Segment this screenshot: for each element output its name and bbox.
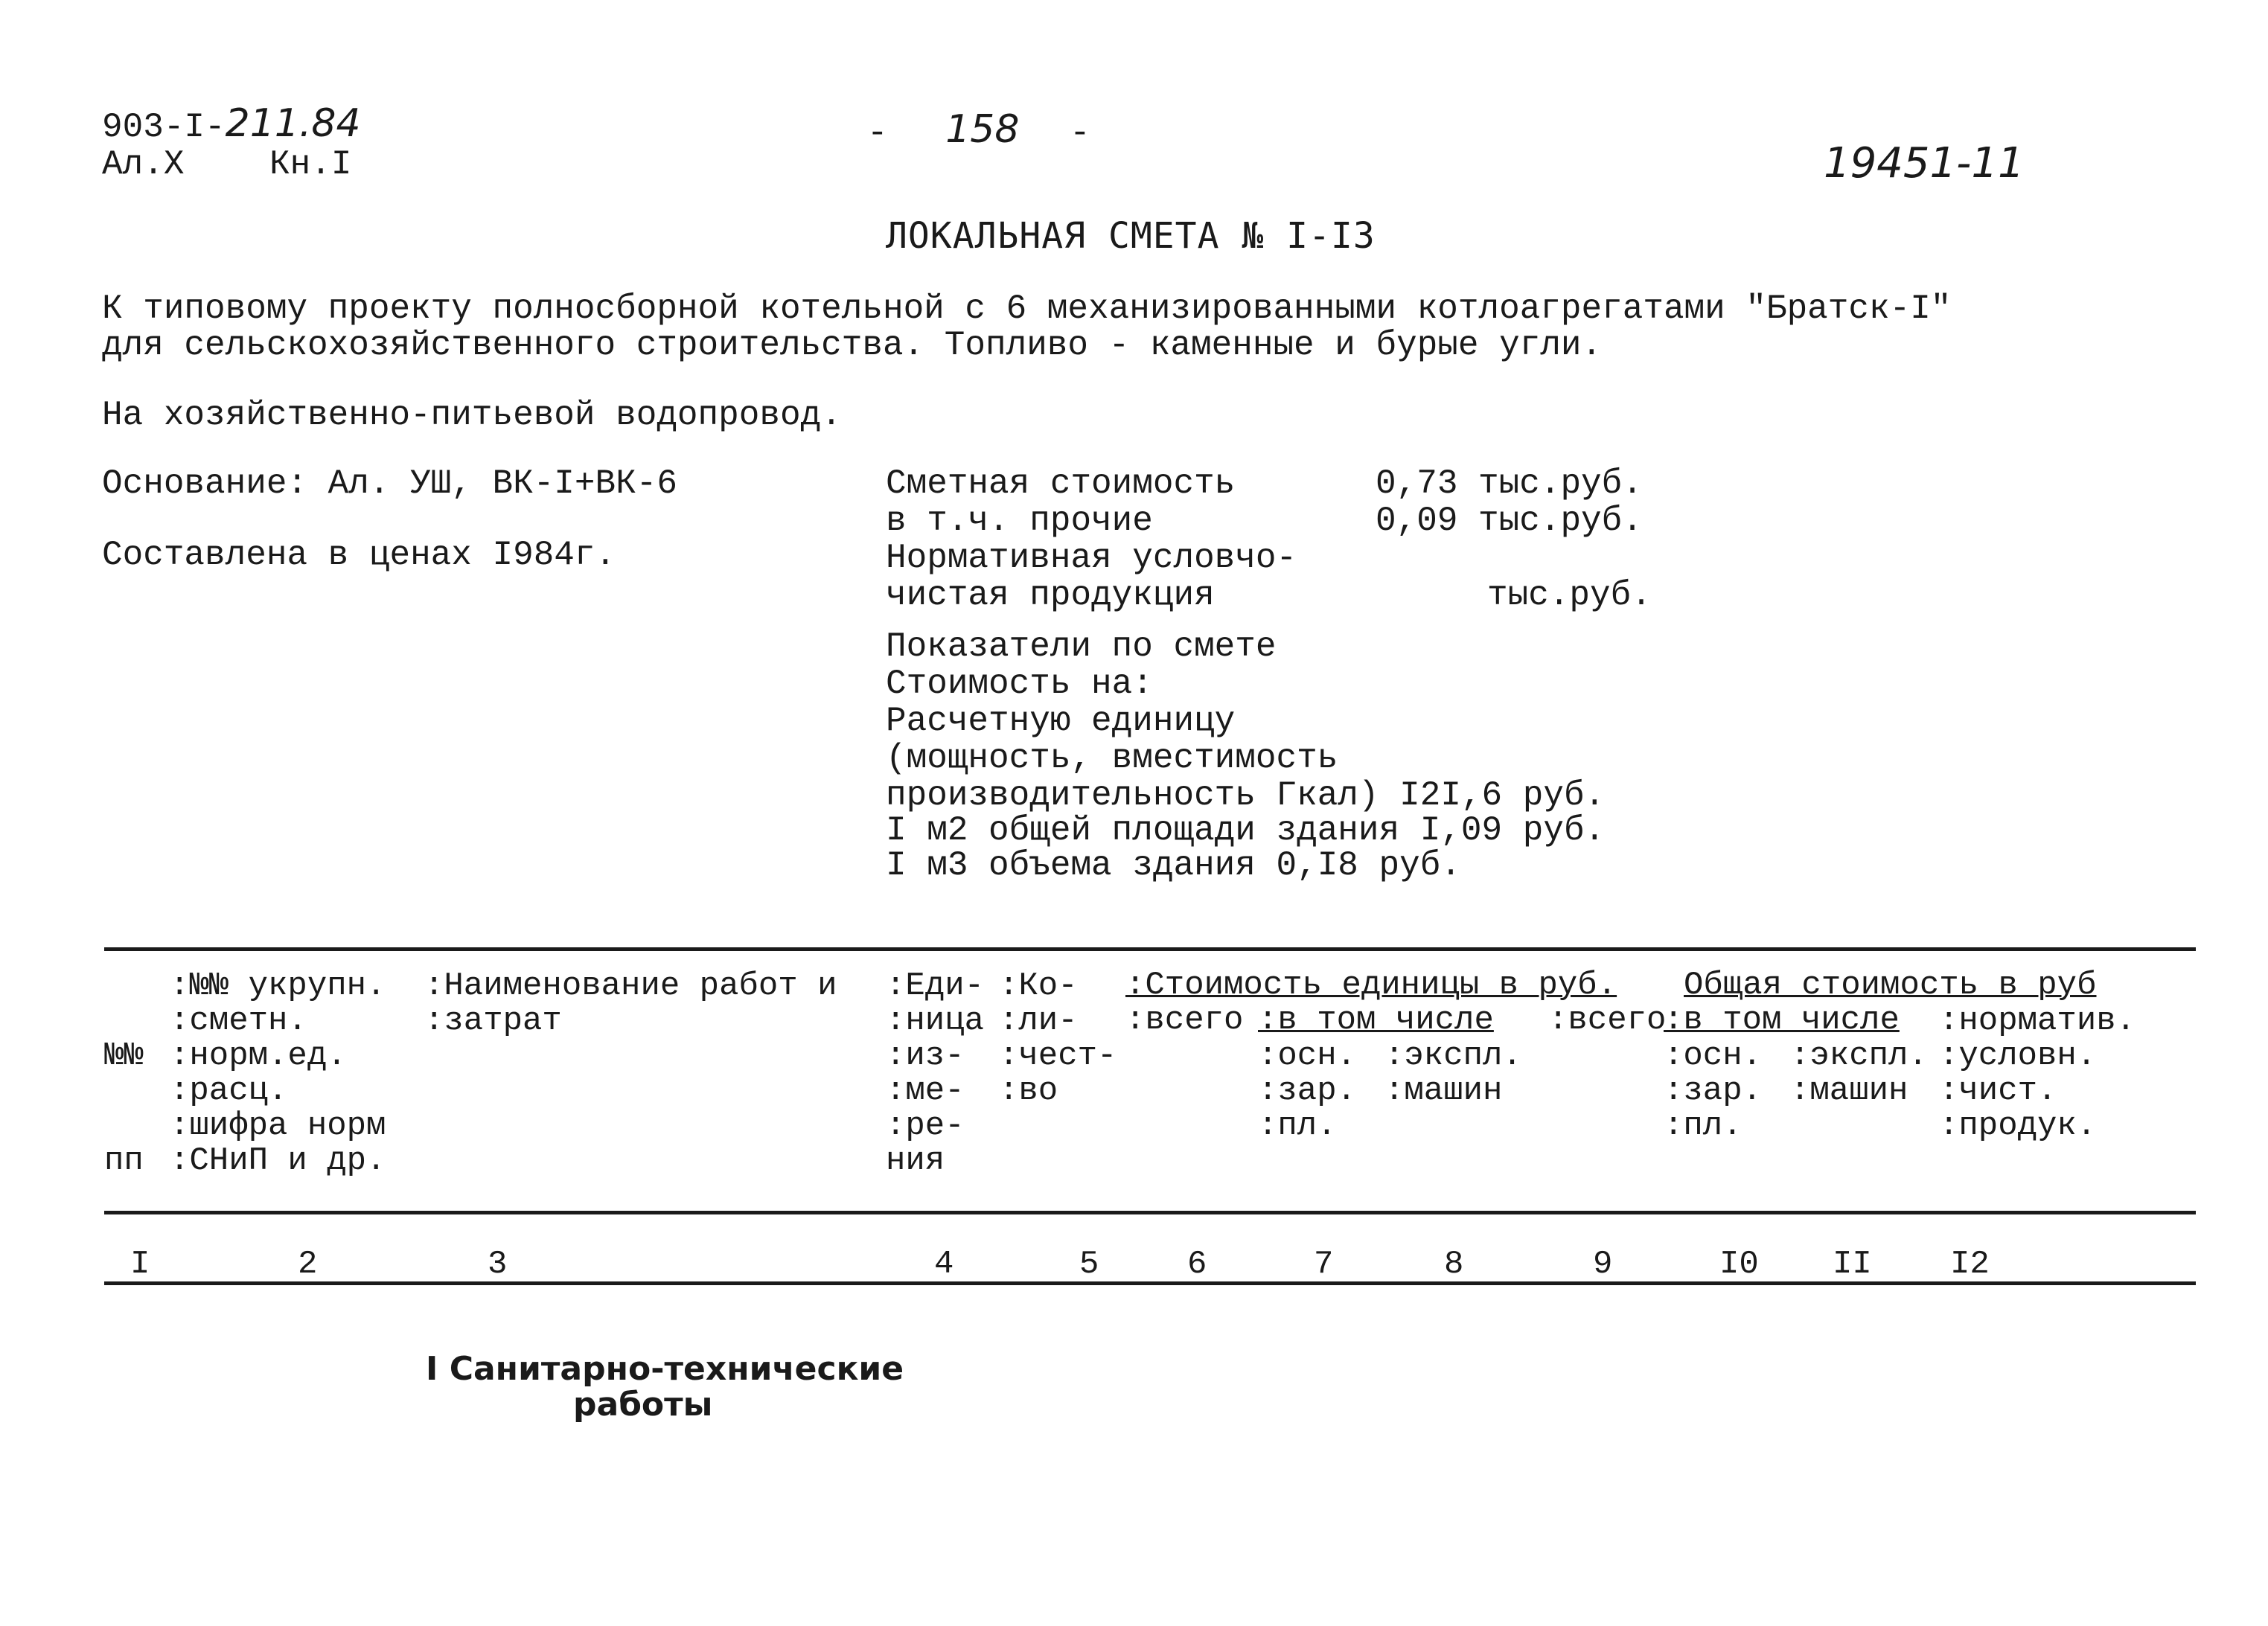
description-line-2: для сельскохозяйственного строительства. Топливо - каменные и бурые угли. xyxy=(102,326,1603,365)
header-col-4 xyxy=(886,969,984,1179)
normative-value: тыс.руб. xyxy=(1487,576,1652,615)
col-number-4: 4 xyxy=(934,1246,954,1283)
estimate-cost-label: Сметная стоимость xyxy=(886,464,1236,503)
header-col-12-line: :продук. xyxy=(1939,1107,2097,1145)
header-col-12-line: :норматив. xyxy=(1939,1002,2136,1040)
col-number-7: 7 xyxy=(1314,1246,1334,1283)
header-col-2-line: :норм.ед. xyxy=(170,1037,347,1075)
col-number-6: 6 xyxy=(1187,1246,1207,1283)
header-col-8 xyxy=(1384,1039,1522,1109)
header-col-9: :всего xyxy=(1548,1002,1667,1039)
prices-year: Составлена в ценах I984г. xyxy=(102,536,616,574)
indicators-line-5: производительность Гкал) I2I,6 руб. xyxy=(886,776,1606,815)
header-col-7-line: :зар. xyxy=(1258,1072,1357,1110)
header-col-12 xyxy=(1939,1004,2136,1144)
basis: Основание: Ал. УШ, ВК-I+ВК-6 xyxy=(102,464,677,503)
header-col-1-line: пп xyxy=(104,1142,144,1180)
document-title: ЛОКАЛЬНАЯ СМЕТА № I-I3 xyxy=(886,215,1376,257)
header-col-2-line: :№№ укрупн. xyxy=(170,967,386,1005)
header-col-2-line: :СНиП и др. xyxy=(170,1142,386,1180)
indicators-line-1: Показатели по смете xyxy=(886,627,1277,666)
header-col-2 xyxy=(170,969,386,1179)
indicators-line-3: Расчетную единицу xyxy=(886,702,1236,740)
header-bottom-rule xyxy=(104,1211,2196,1214)
album-label: Ал.X xyxy=(102,145,185,184)
page-dash-right: - xyxy=(1070,114,1090,153)
header-col-12-line: :условн. xyxy=(1939,1037,2097,1075)
col-number-9: 9 xyxy=(1593,1246,1613,1283)
header-col-5-line: :чест- xyxy=(999,1037,1117,1075)
book-label: Кн.I xyxy=(269,145,352,184)
header-col-8-line: :машин xyxy=(1384,1072,1503,1110)
header-col-3 xyxy=(424,969,837,1039)
description-line-1: К типовому проекту полносборной котельной с 6 механизированными котлоагрегатами "Братск-I" xyxy=(102,289,1952,328)
inventory-number: 19451-11 xyxy=(1824,139,2025,188)
purpose: На хозяйственно-питьевой водопровод. xyxy=(102,396,842,435)
header-col-10-line: :пл. xyxy=(1664,1107,1742,1145)
indicators-line-6: I м2 общей площади здания I,09 руб. xyxy=(886,811,1606,850)
header-col-2-line: :расц. xyxy=(170,1072,288,1110)
section-title-line-2: работы xyxy=(573,1386,713,1424)
indicators-line-7: I м3 объема здания 0,I8 руб. xyxy=(886,846,1461,885)
header-col-1 xyxy=(104,969,144,1214)
project-code-handwritten: 211.84 xyxy=(225,101,361,146)
header-col-4-line: :ре- xyxy=(886,1107,965,1145)
col-number-8: 8 xyxy=(1444,1246,1464,1283)
header-col-7-line: :пл. xyxy=(1258,1107,1337,1145)
indicators-line-2: Стоимость на: xyxy=(886,665,1153,703)
header-incl-unit: :в том числе xyxy=(1258,1002,1494,1039)
page-dash-left: - xyxy=(867,114,888,153)
normative-label-2: чистая продукция xyxy=(886,576,1215,615)
indicators-line-4: (мощность, вместимость xyxy=(886,739,1338,778)
header-col-5 xyxy=(999,969,1117,1109)
section-title-line-1: I Санитарно-технические xyxy=(426,1350,904,1388)
other-cost-label: в т.ч. прочие xyxy=(886,502,1153,540)
header-col-1-line: №№ xyxy=(104,1037,144,1075)
header-col-3-line: :Наименование работ и xyxy=(424,967,837,1005)
header-total-cost: Общая стоимость в руб xyxy=(1684,967,2097,1004)
header-col-12-line: :чист. xyxy=(1939,1072,2057,1110)
page-number-handwritten: 158 xyxy=(945,107,1020,152)
header-col-11-line: :экспл. xyxy=(1790,1037,1928,1075)
project-code-prefix: 903-I- xyxy=(102,108,226,147)
header-col-11 xyxy=(1790,1039,1928,1109)
col-number-10: I0 xyxy=(1719,1246,1759,1283)
header-col-4-line: ния xyxy=(886,1142,945,1180)
header-col-5-line: :ли- xyxy=(999,1002,1078,1040)
col-number-2: 2 xyxy=(298,1246,318,1283)
col-number-5: 5 xyxy=(1079,1246,1099,1283)
header-col-10-line: :осн. xyxy=(1664,1037,1763,1075)
col-number-1: I xyxy=(130,1246,150,1283)
project-code xyxy=(102,101,361,147)
header-col-4-line: :Еди- xyxy=(886,967,985,1005)
header-col-7 xyxy=(1258,1039,1356,1144)
col-number-11: II xyxy=(1833,1246,1872,1283)
header-col-6: :всего xyxy=(1125,1002,1244,1039)
header-unit-cost: :Стоимость единицы в руб. xyxy=(1125,967,1617,1004)
header-col-5-line: :во xyxy=(999,1072,1058,1110)
header-col-10 xyxy=(1664,1039,1762,1144)
estimate-cost-value: 0,73 тыс.руб. xyxy=(1376,464,1643,503)
header-col-4-line: :ме- xyxy=(886,1072,965,1110)
col-number-12: I2 xyxy=(1950,1246,1990,1283)
header-col-2-line: :сметн. xyxy=(170,1002,307,1040)
header-col-4-line: :ница xyxy=(886,1002,985,1040)
header-col-3-line: :затрат xyxy=(424,1002,562,1040)
normative-label-1: Нормативная условчо- xyxy=(886,539,1297,577)
table-top-rule xyxy=(104,947,2196,951)
other-cost-value: 0,09 тыс.руб. xyxy=(1376,502,1643,540)
header-col-10-line: :зар. xyxy=(1664,1072,1763,1110)
header-col-4-line: :из- xyxy=(886,1037,965,1075)
header-col-2-line: :шифра норм xyxy=(170,1107,386,1145)
page-number xyxy=(867,107,1090,153)
col-number-3: 3 xyxy=(488,1246,508,1283)
header-col-8-line: :экспл. xyxy=(1384,1037,1522,1075)
col-number-rule xyxy=(104,1281,2196,1285)
header-col-7-line: :осн. xyxy=(1258,1037,1357,1075)
header-incl-total: :в том числе xyxy=(1664,1002,1900,1039)
header-col-5-line: :Ко- xyxy=(999,967,1078,1005)
header-col-11-line: :машин xyxy=(1790,1072,1908,1110)
